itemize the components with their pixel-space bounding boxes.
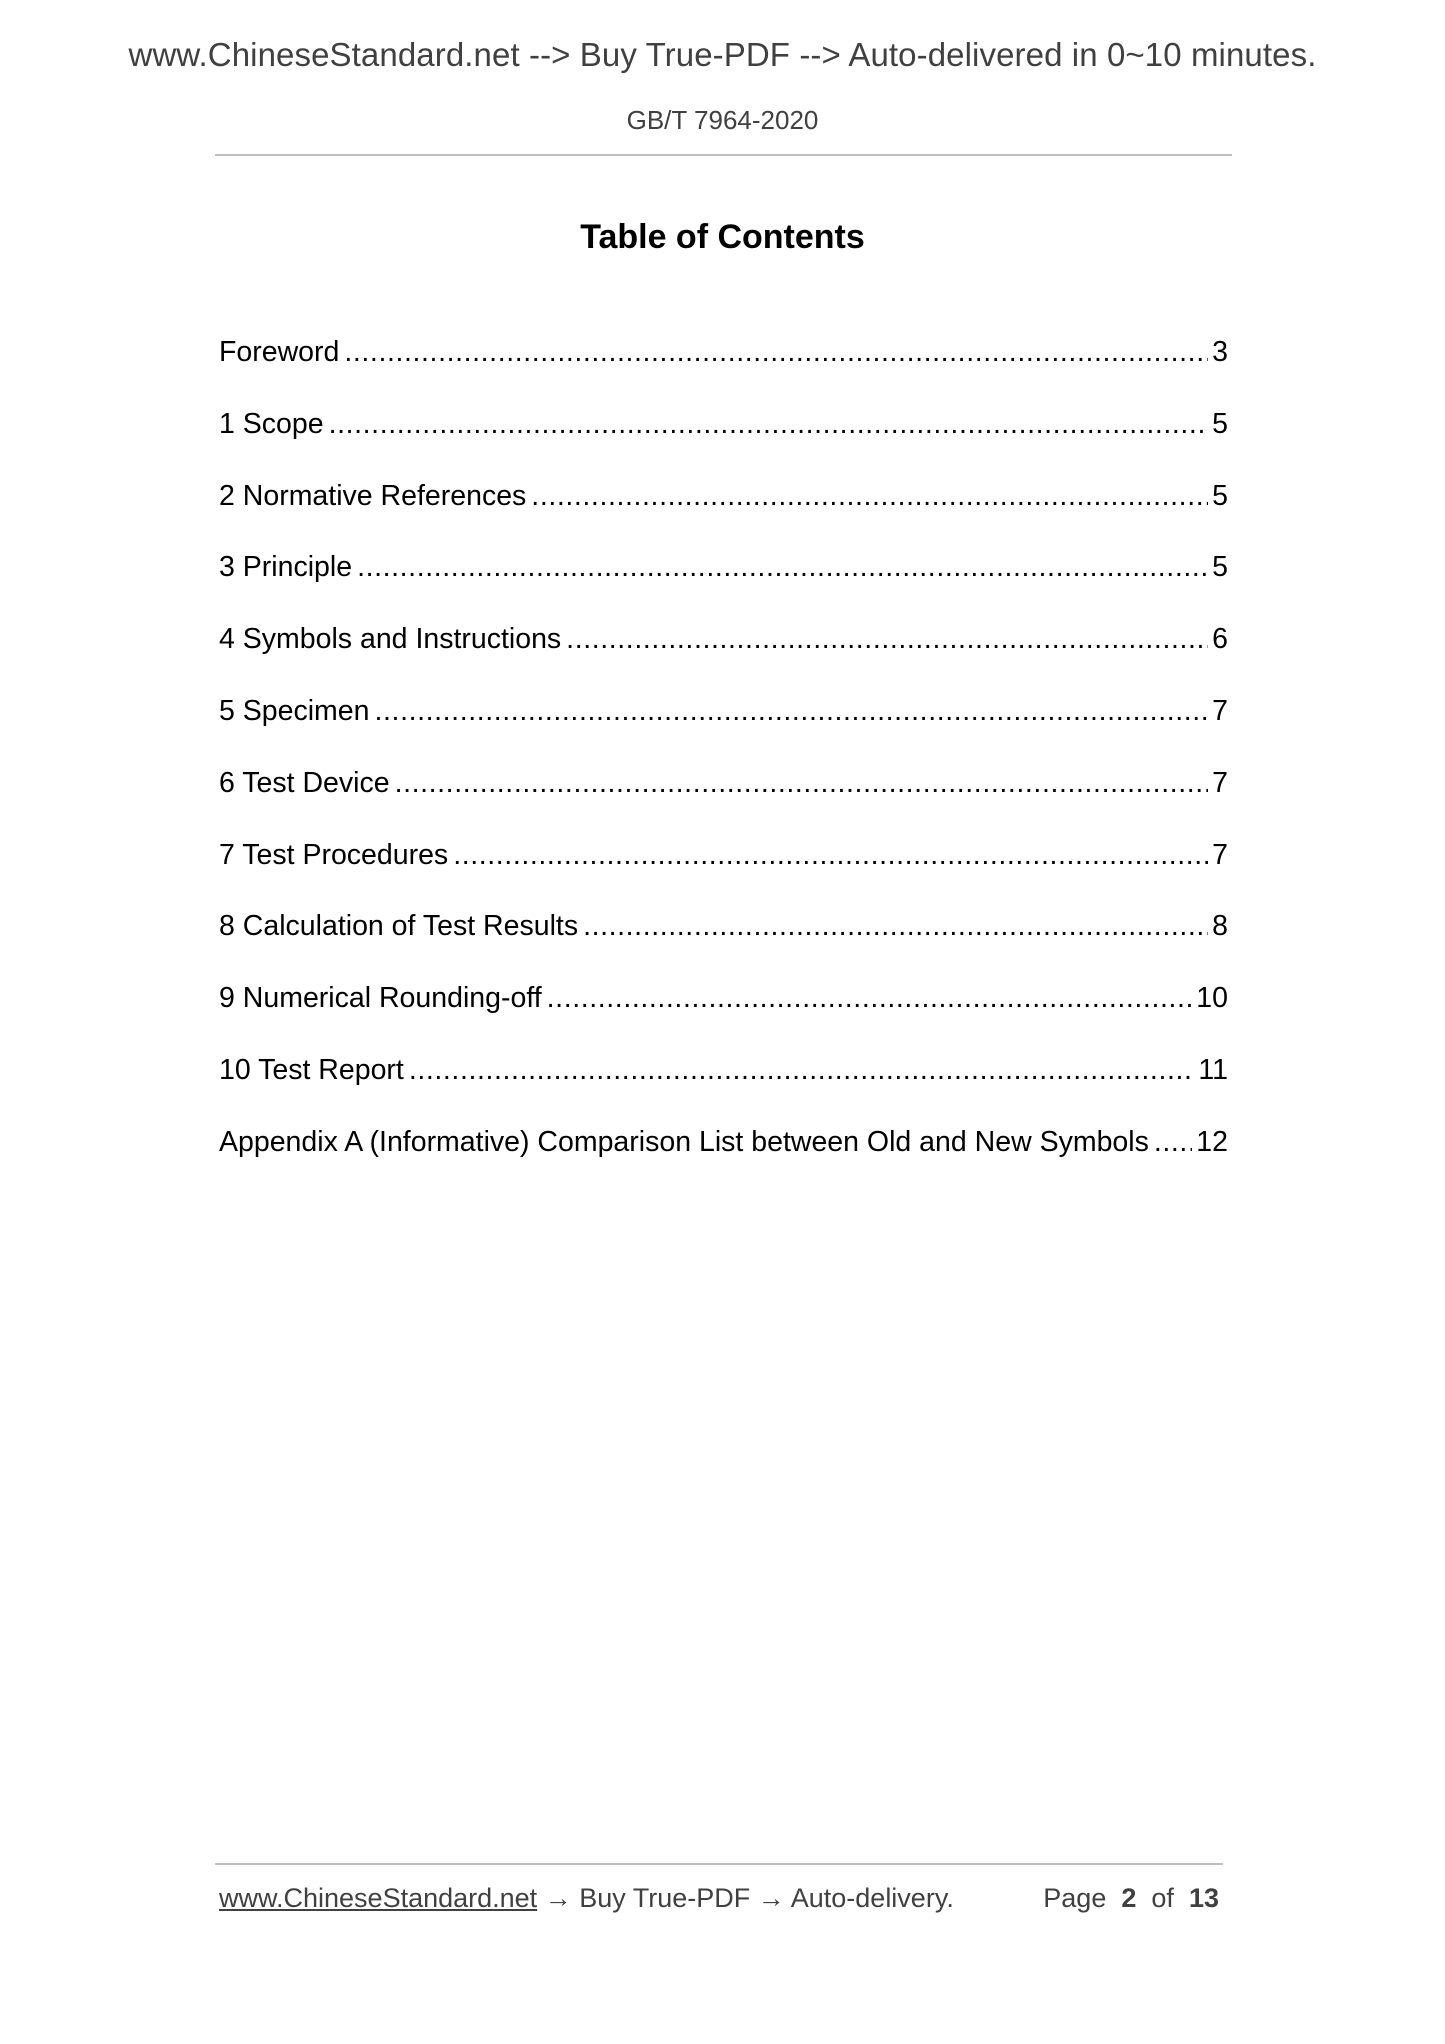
toc-entry-numerical-rounding-off[interactable] bbox=[219, 982, 1228, 1054]
toc-entry-label: 9 Numerical Rounding-off bbox=[219, 982, 542, 1015]
toc-entry-label: 4 Symbols and Instructions bbox=[219, 623, 562, 656]
dot-leader bbox=[409, 1054, 1195, 1087]
page-total: 13 bbox=[1188, 1883, 1219, 1913]
toc-entry-label: 8 Calculation of Test Results bbox=[219, 910, 579, 943]
dot-leader bbox=[357, 551, 1208, 584]
site-banner: www.ChineseStandard.net --> Buy True-PDF --> Auto-delivered in 0~10 minutes. bbox=[128, 36, 1317, 73]
dot-leader bbox=[395, 767, 1209, 800]
toc-title: Table of Contents bbox=[580, 218, 865, 256]
toc-entry-page: 10 bbox=[1196, 982, 1228, 1015]
dot-leader bbox=[375, 695, 1209, 728]
toc-entry-page: 5 bbox=[1212, 479, 1228, 512]
toc-entry-specimen[interactable] bbox=[219, 695, 1228, 767]
toc-entry-appendix-a[interactable] bbox=[219, 1126, 1228, 1198]
dot-leader bbox=[531, 480, 1208, 513]
toc-entry-label: 6 Test Device bbox=[219, 766, 390, 799]
footer-tagline: → Buy True-PDF → Auto-delivery. bbox=[537, 1883, 954, 1913]
toc-entry-foreword[interactable] bbox=[219, 336, 1228, 408]
toc-entry-label: Appendix A (Informative) Comparison List between Old and New Symbols bbox=[219, 1125, 1149, 1158]
footer-divider bbox=[215, 1863, 1223, 1865]
page-word: Page bbox=[1043, 1883, 1107, 1913]
toc-entry-page: 7 bbox=[1212, 838, 1228, 871]
toc-entry-label: 2 Normative References bbox=[219, 479, 527, 512]
document-code: GB/T 7964-2020 bbox=[626, 105, 819, 135]
toc-entry-page: 5 bbox=[1212, 407, 1228, 440]
toc-entry-label: Foreword bbox=[219, 336, 340, 368]
toc-entry-calculation-of-test-results[interactable] bbox=[219, 910, 1228, 982]
toc-entry-label: 1 Scope bbox=[219, 407, 324, 440]
toc-entry-page: 12 bbox=[1196, 1125, 1228, 1158]
toc-entry-test-report[interactable] bbox=[219, 1054, 1228, 1126]
toc-entry-symbols-and-instructions[interactable] bbox=[219, 623, 1228, 695]
dot-leader bbox=[453, 839, 1208, 872]
toc-entry-page: 11 bbox=[1198, 1053, 1228, 1086]
footer-promo bbox=[219, 1883, 954, 1914]
toc-entry-test-device[interactable] bbox=[219, 767, 1228, 839]
toc-entry-page: 8 bbox=[1212, 910, 1228, 943]
dot-leader bbox=[329, 408, 1209, 441]
header-divider bbox=[215, 154, 1232, 156]
dot-leader bbox=[583, 910, 1208, 943]
toc-entry-page: 5 bbox=[1212, 551, 1228, 584]
toc-entry-normative-references[interactable] bbox=[219, 480, 1228, 552]
toc-entry-page: 3 bbox=[1212, 336, 1228, 368]
toc-list bbox=[219, 336, 1228, 1198]
toc-entry-page: 7 bbox=[1212, 766, 1228, 799]
page-current: 2 bbox=[1121, 1883, 1137, 1913]
toc-entry-test-procedures[interactable] bbox=[219, 839, 1228, 911]
dot-leader bbox=[1154, 1126, 1192, 1159]
dot-leader bbox=[547, 982, 1193, 1015]
dot-leader bbox=[566, 623, 1208, 656]
toc-entry-page: 6 bbox=[1212, 623, 1228, 656]
toc-entry-scope[interactable] bbox=[219, 408, 1228, 480]
dot-leader bbox=[344, 336, 1208, 369]
of-word: of bbox=[1151, 1883, 1174, 1913]
toc-entry-label: 7 Test Procedures bbox=[219, 838, 449, 871]
toc-entry-principle[interactable] bbox=[219, 551, 1228, 623]
toc-entry-label: 10 Test Report bbox=[219, 1053, 404, 1086]
toc-entry-page: 7 bbox=[1212, 694, 1228, 727]
toc-entry-label: 3 Principle bbox=[219, 551, 353, 584]
toc-entry-label: 5 Specimen bbox=[219, 694, 370, 727]
footer-site-link[interactable]: www.ChineseStandard.net bbox=[219, 1883, 538, 1913]
page-indicator bbox=[1043, 1883, 1219, 1914]
